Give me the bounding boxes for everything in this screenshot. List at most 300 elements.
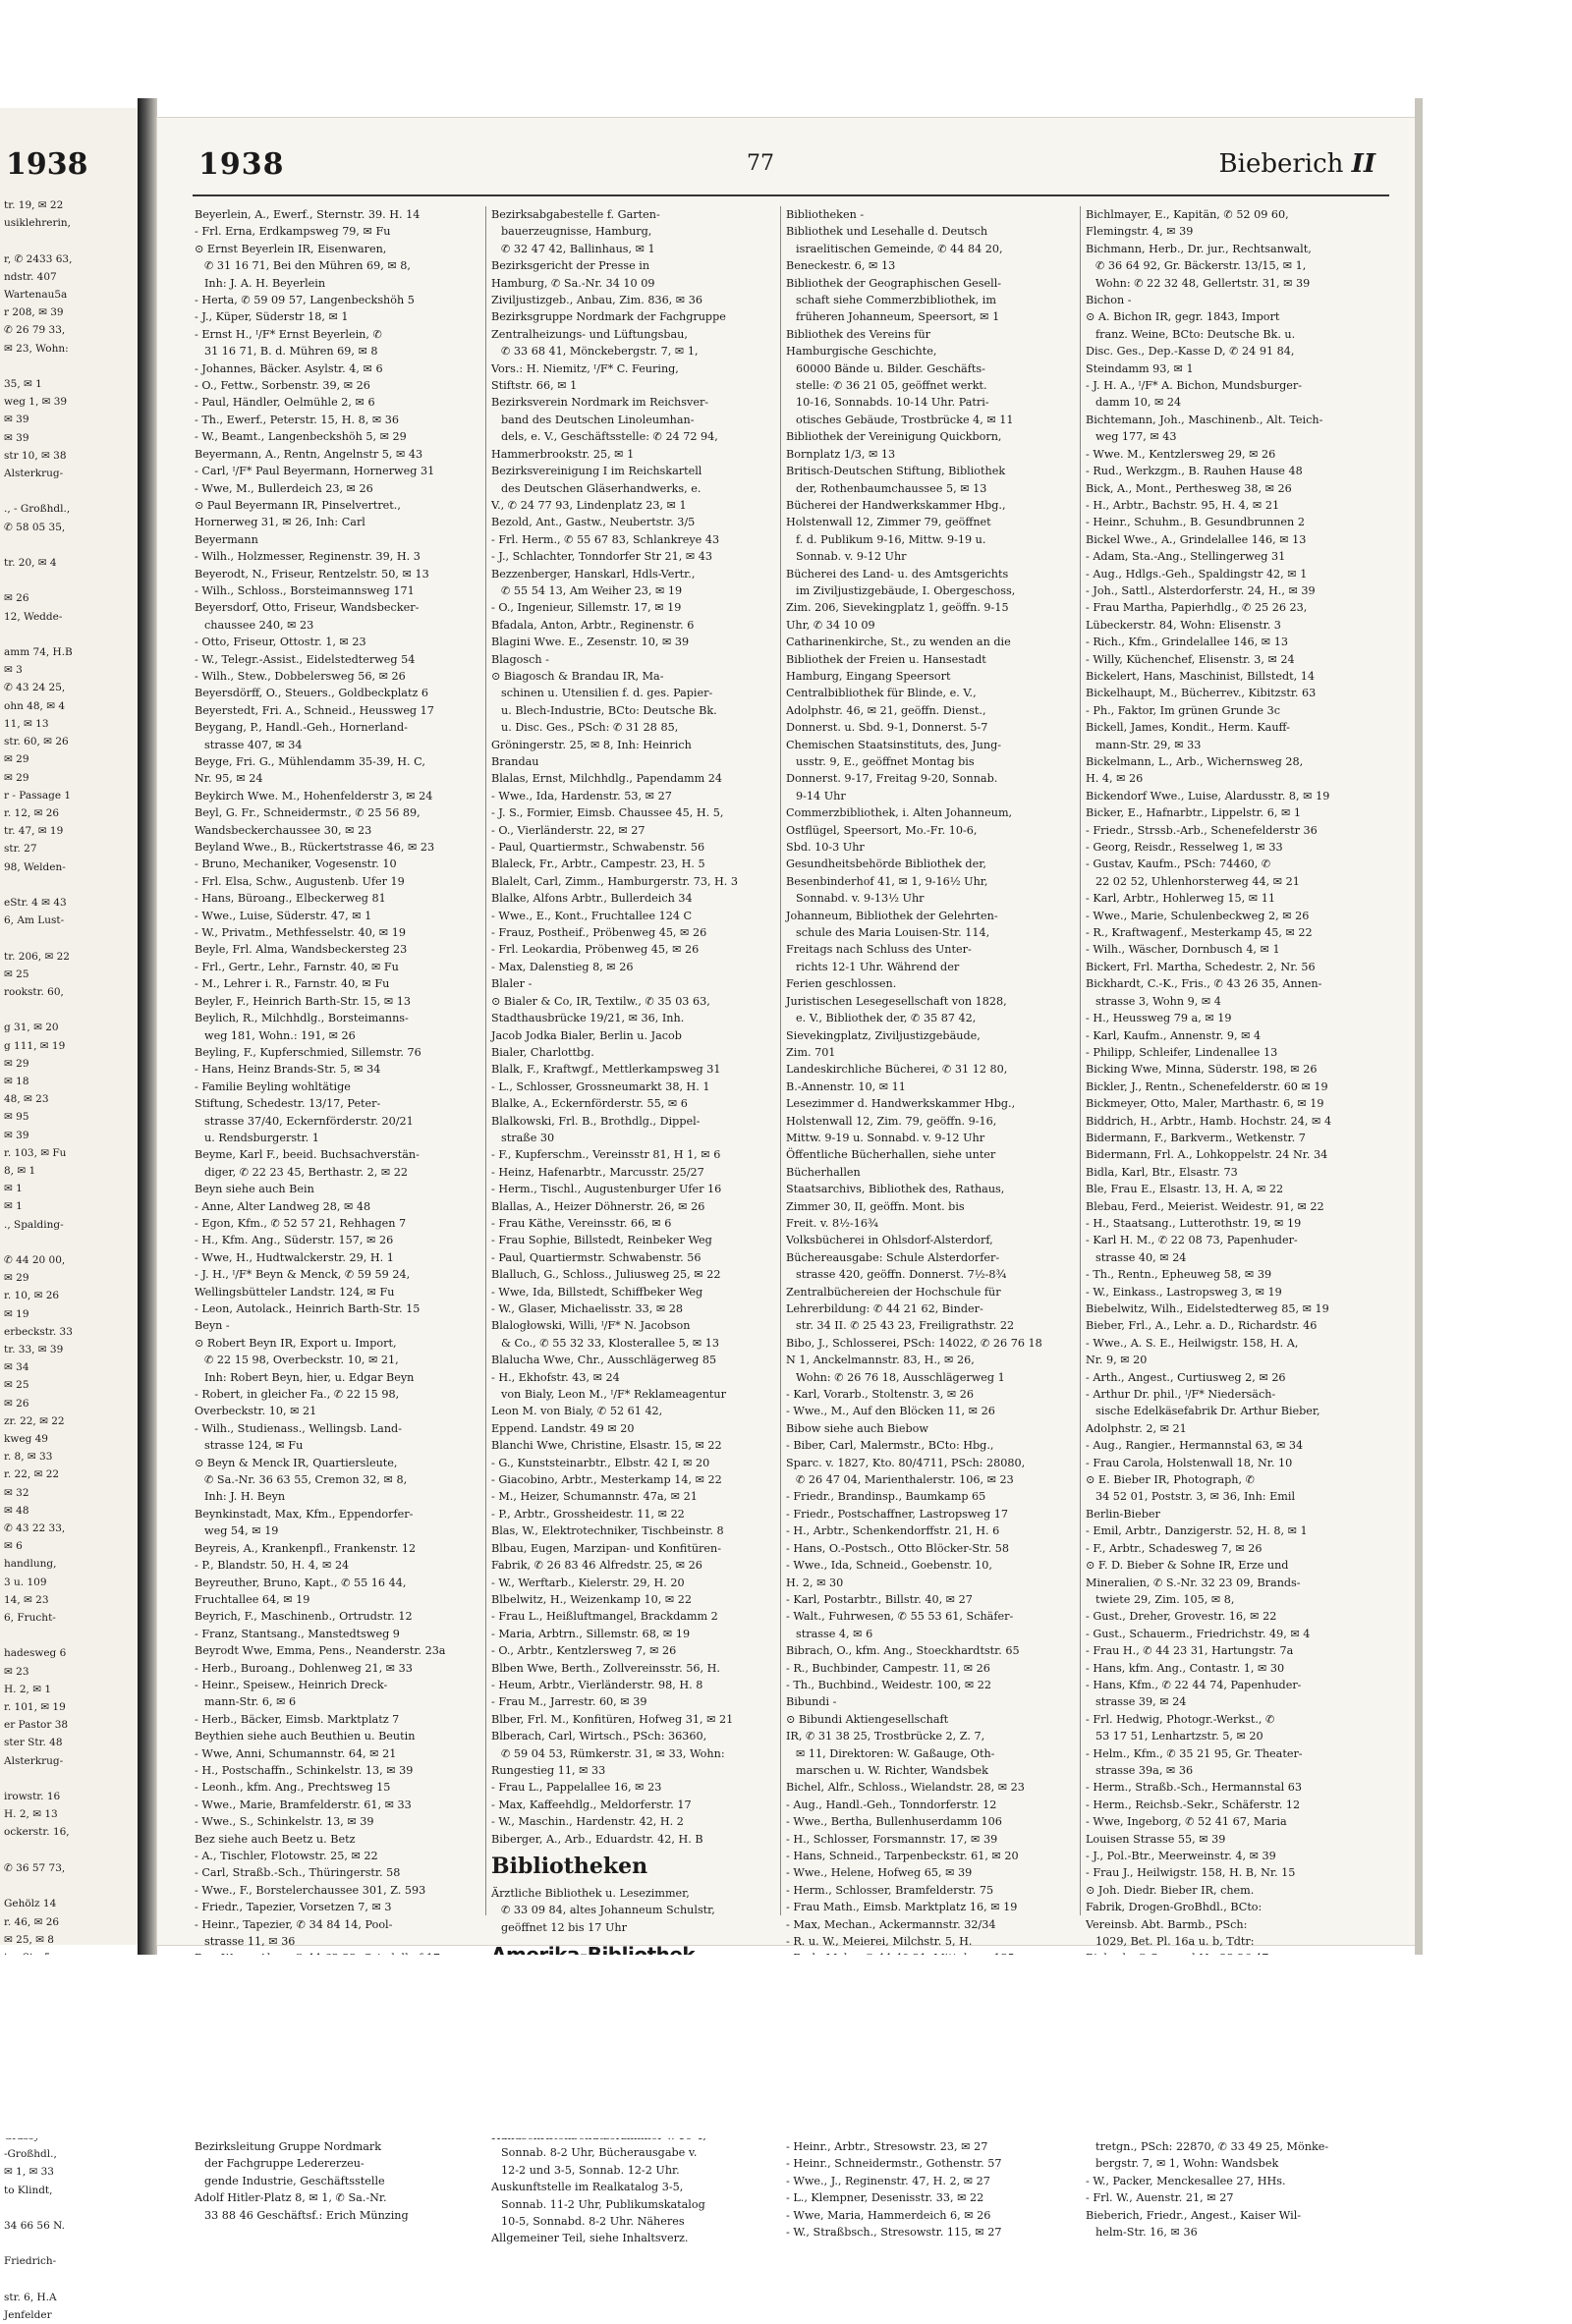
directory-line: - Karl, Vorarb., Stoltenstr. 3, ✉ 26 (786, 1388, 975, 1402)
directory-line: Blberach, Carl, Wirtsch., PSch: 36360, (491, 1730, 707, 1743)
directory-line: - Friedr., Postschaffner, Lastropsweg 17 (786, 1507, 1008, 1521)
directory-line: - Paul, Händler, Oelmühle 2, ✉ 6 (195, 396, 375, 410)
directory-line: - Emil, Arbtr., Danzigerstr. 52, H. 8, ✉ 1 (1086, 1524, 1308, 1538)
previous-page-line: weg 1, ✉ 39 (4, 396, 68, 409)
directory-line: - L., Schlosser, Grossneumarkt 38, H. 1 (491, 1079, 710, 1093)
directory-line: Zim. 206, Sievekingplatz 1, geöffn. 9-15 (786, 601, 1009, 615)
previous-page-line: ✉ 23, Wohn: (4, 342, 69, 355)
directory-line: Blaleck, Fr., Arbtr., Campestr. 23, H. 5 (491, 858, 705, 871)
previous-page-line: r. 22, ✉ 22 (4, 1468, 60, 1481)
directory-line: Ostflügel, Speersort, Mo.-Fr. 10-6, (786, 823, 978, 837)
directory-line: Bezirksleitung Gruppe Nordmark (195, 2139, 382, 2153)
previous-page-line: ohn 48, ✉ 4 (4, 699, 66, 712)
previous-page-line: r. 46, ✉ 26 (4, 1915, 60, 1928)
directory-line: - Frau H., ✆ 44 23 31, Hartungstr. 7a (1086, 1644, 1294, 1658)
directory-line: richts 12-1 Uhr. Während der (796, 960, 960, 973)
directory-line: 60000 Bände u. Bilder. Geschäfts- (796, 361, 985, 375)
directory-line: tretgn., PSch: 22870, ✆ 33 49 25, Mönke- (1095, 2139, 1329, 2153)
directory-line: Louisen Strasse 55, ✉ 39 (1086, 1832, 1226, 1846)
directory-line: - Wwe., M., Auf den Blöcken 11, ✉ 26 (786, 1405, 995, 1418)
directory-line: - R. u. W., Meierei, Milchstr. 5, H. (786, 1935, 973, 1949)
directory-line: Biebelwitz, Wilh., Eidelstedterweg 85, ✉ 19 (1086, 1302, 1329, 1315)
previous-page-line (4, 2199, 73, 2217)
directory-line: Beyreis, A., Krankenpfl., Frankenstr. 12 (195, 1541, 417, 1555)
directory-line: bauerzeugnisse, Hamburg, (501, 225, 652, 239)
directory-line: - W., Maschin., Hardenstr. 42, H. 2 (491, 1815, 684, 1829)
directory-line: ✆ 33 68 41, Mönckebergstr. 7, ✉ 1, (501, 345, 699, 359)
directory-line: Holstenwall 12, Zimmer 79, geöffnet (786, 516, 991, 529)
directory-line: u. Rendsburgerstr. 1 (204, 1131, 319, 1144)
directory-line: Stiftstr. 66, ✉ 1 (491, 379, 578, 393)
previous-page-line: ✉ 19 (4, 1307, 29, 1320)
directory-line: - Anne, Alter Landweg 28, ✉ 48 (195, 1199, 371, 1213)
directory-line: - Wwe., Luise, Süderstr. 47, ✉ 1 (195, 909, 372, 922)
directory-line: Blbau, Eugen, Marzipan- und Konfitüren- (491, 1541, 721, 1555)
previous-page-line: 11, ✉ 13 (4, 717, 49, 730)
directory-line: Beyge, Fri. G., Mühlendamm 35-39, H. C, (195, 755, 425, 768)
directory-line: strasse 124, ✉ Fu (204, 1439, 304, 1453)
directory-line: marschen u. W. Richter, Wandsbek (796, 1763, 988, 1777)
directory-line: - Frau Carola, Holstenwall 18, Nr. 10 (1086, 1456, 1293, 1469)
directory-line: Blebau, Ferd., Meierist. Weidestr. 91, ✉ 22 (1086, 1199, 1324, 1213)
directory-line: ⊙ E. Bieber IR, Photograph, ✆ (1086, 1473, 1256, 1487)
directory-line: strasse 39, ✉ 24 (1095, 1695, 1187, 1709)
column-3 (786, 206, 1071, 2239)
directory-line: - W., Straßbsch., Stresowstr. 115, ✉ 27 (786, 2225, 1002, 2239)
directory-line: Bücherhallen (786, 1165, 861, 1179)
previous-page-line: ✉ 18 (4, 1075, 29, 1087)
directory-line: chaussee 240, ✉ 23 (204, 618, 314, 632)
directory-line: Donnerst. u. Sbd. 9-1, Donnerst. 5-7 (786, 721, 988, 735)
directory-line: israelitischen Gemeinde, ✆ 44 84 20, (796, 242, 1003, 255)
directory-line: Blalas, Ernst, Milchhdlg., Papendamm 24 (491, 772, 723, 786)
directory-line: ⊙ Ernst Beyerlein IR, Eisenwaren, (195, 242, 387, 255)
column-separator (780, 206, 781, 1915)
directory-line: Blanchi Wwe, Christine, Elsastr. 15, ✉ 22 (491, 1439, 722, 1453)
directory-line: Blber, Frl. M., Konfitüren, Hofweg 31, ✉ 21 (491, 1712, 734, 1726)
previous-page-line: ✉ 25 (4, 1379, 29, 1392)
directory-line: - Ernst H., ᴵ/F* Ernst Beyerlein, ✆ (195, 327, 382, 341)
directory-line: - Aug., Rangier., Hermannstal 63, ✉ 34 (1086, 1439, 1304, 1453)
directory-line: Sbd. 10-3 Uhr (786, 841, 865, 855)
directory-line: - Frl. Elsa, Schw., Augustenb. Ufer 19 (195, 874, 405, 888)
directory-line: Bibliothek und Lesehalle d. Deutsch (786, 225, 988, 239)
directory-line: von Bialy, Leon M., ᴵ/F* Reklameagentur (501, 1388, 726, 1402)
directory-line: 34 52 01, Poststr. 3, ✉ 36, Inh: Emil (1095, 1490, 1296, 1504)
previous-page-line (4, 358, 73, 375)
directory-line: - Friedr., Brandinsp., Baumkamp 65 (786, 1490, 986, 1504)
directory-line: - Maria, Arbtrn., Sillemstr. 68, ✉ 19 (491, 1627, 691, 1640)
directory-line: Beyn siehe auch Bein (195, 1183, 314, 1196)
previous-page-line: 8, ✉ 1 (4, 1164, 36, 1177)
directory-line: - M., Lehrer i. R., Farnstr. 40, ✉ Fu (195, 977, 390, 991)
directory-line: - Egon, Kfm., ✆ 52 57 21, Rehhagen 7 (195, 1216, 407, 1230)
directory-line: Beyerstedt, Fri. A., Schneid., Heussweg 17 (195, 703, 434, 717)
previous-page-line: ✆ 43 22 33, (4, 1522, 66, 1535)
directory-line: - Frl. Hedwig, Photogr.-Werkst., ✆ (1086, 1712, 1275, 1726)
directory-line: - Heinr., Schuhm., B. Gesundbrunnen 2 (1086, 516, 1305, 529)
directory-line: Lesezimmer d. Handwerkskammer Hbg., (786, 1097, 1016, 1111)
directory-line: Bickelmann, L., Arb., Wichernsweg 28, (1086, 755, 1304, 768)
directory-line: im Ziviljustizgebäude, I. Obergeschoss, (796, 583, 1016, 597)
directory-line: - Wwe. M., Kentzlersweg 29, ✉ 26 (1086, 447, 1276, 461)
previous-page-line: ✆ 43 24 25, (4, 682, 66, 694)
directory-line: Büchereausgabe: Schule Alsterdorfer- (786, 1250, 1000, 1264)
directory-line: Bibliothek des Vereins für (786, 327, 931, 341)
directory-line: - Wilh., Schloss., Borsteimannsweg 171 (195, 583, 415, 597)
directory-line: - W., Privatm., Methfesselstr. 40, ✉ 19 (195, 926, 406, 940)
previous-page-line (4, 232, 73, 249)
directory-line: Stadthausbrücke 19/21, ✉ 36, Inh. (491, 1012, 685, 1025)
directory-line: - Philipp, Schleifer, Lindenallee 13 (1086, 1045, 1278, 1059)
directory-line: Bornplatz 1/3, ✉ 13 (786, 447, 896, 461)
directory-line: ✆ 22 15 98, Overbeckstr. 10, ✉ 21, (204, 1354, 399, 1367)
directory-line: Ferien geschlossen. (786, 977, 897, 991)
directory-line: - J. S., Formier, Eimsb. Chaussee 45, H. 5, (491, 806, 724, 820)
directory-line: Beyersdörff, O., Steuers., Goldbeckplatz 6 (195, 687, 429, 700)
directory-line: - Hans, Heinz Brands-Str. 5, ✉ 34 (195, 1063, 381, 1077)
directory-line: ⊙ Biagosch & Brandau IR, Ma- (491, 669, 664, 683)
previous-page-line (4, 2235, 73, 2252)
previous-page-fragment (0, 108, 143, 2321)
directory-line: - Wwe., Helene, Hofweg 65, ✉ 39 (786, 1866, 973, 1880)
directory-line: ✆ Sa.-Nr. 36 63 55, Cremon 32, ✉ 8, (204, 1473, 408, 1487)
previous-page-line: handlung, (4, 1558, 57, 1571)
directory-line: - Robert, in gleicher Fa., ✆ 22 15 98, (195, 1388, 400, 1402)
directory-line: - H., Ekhofstr. 43, ✉ 24 (491, 1370, 620, 1384)
directory-line: - Frau Martha, Papierhdlg., ✆ 25 26 23, (1086, 601, 1308, 615)
directory-line: 10-16, Sonnabds. 10-14 Uhr. Patri- (796, 396, 989, 410)
directory-line: Fruchtallee 64, ✉ 19 (195, 1592, 310, 1606)
directory-line: - Frl. W., Auenstr. 21, ✉ 27 (1086, 2191, 1234, 2205)
previous-page-line (4, 1234, 73, 1251)
previous-page-line: ✉ 32 (4, 1486, 29, 1499)
directory-line: straße 30 (501, 1131, 555, 1144)
directory-line: - J. H. A., ᴵ/F* A. Bichon, Mundsburger- (1086, 379, 1303, 393)
directory-line: Mineralien, ✆ S.-Nr. 32 23 09, Brands- (1086, 1576, 1301, 1589)
directory-line: - A., Tischler, Flotowstr. 25, ✉ 22 (195, 1850, 378, 1862)
previous-page-line: ockerstr. 16, (4, 1826, 70, 1839)
directory-line: des Deutschen Gläserhandwerks, e. (501, 481, 702, 495)
directory-line: & Co., ✆ 55 32 33, Klosterallee 5, ✉ 13 (501, 1336, 720, 1350)
directory-line: schule des Maria Louisen-Str. 114, (796, 926, 990, 940)
scan-border-bottom (0, 1955, 1572, 2138)
directory-line: Blallas, A., Heizer Döhnerstr. 26, ✉ 26 (491, 1199, 705, 1213)
directory-line: Zimmer 30, II, geöffn. Mont. bis (786, 1199, 965, 1213)
directory-line: helm-Str. 16, ✉ 36 (1095, 2225, 1198, 2239)
previous-page-line: ndstr. 407 (4, 270, 57, 283)
previous-page-line: ✉ 29 (4, 753, 29, 766)
directory-line: schinen u. Utensilien f. d. ges. Papier- (501, 687, 713, 700)
directory-line: Bichlmayer, E., Kapitän, ✆ 52 09 60, (1086, 208, 1289, 221)
directory-line: Beyersdorf, Otto, Friseur, Wandsbecker- (195, 601, 420, 615)
directory-line: Beyle, Frl. Alma, Wandsbeckersteg 23 (195, 943, 408, 957)
directory-line: - Wwe, Maria, Hammerdeich 6, ✉ 26 (786, 2208, 991, 2222)
directory-line: Sparc. v. 1827, Kto. 80/4711, PSch: 28080, (786, 1456, 1026, 1469)
previous-page-line: 6, Am Lust- (4, 914, 65, 927)
directory-line: Beyn - (195, 1319, 230, 1333)
directory-line: Sonnab. v. 9-12 Uhr (796, 550, 907, 564)
directory-line: Hamburg, Eingang Speersort (786, 669, 951, 683)
directory-line: ⊙ Robert Beyn IR, Export u. Import, (195, 1336, 397, 1350)
directory-line: Besenbinderhof 41, ✉ 1, 9-16½ Uhr, (786, 874, 988, 888)
directory-line: Blalkowski, Frl. B., Brothdlg., Dippel- (491, 1114, 701, 1128)
previous-page-line: ✉ 25, ✉ 8 (4, 1933, 54, 1946)
directory-line: Bezirksvereinigung I im Reichskartell (491, 465, 702, 478)
directory-line: Bickel Wwe., A., Grindelallee 146, ✉ 13 (1086, 532, 1307, 546)
previous-page-line: Friedrich- (4, 2255, 57, 2268)
directory-line: - Herm., Reichsb.-Sekr., Schäferstr. 12 (1086, 1798, 1301, 1811)
directory-line: strasse 40, ✉ 24 (1095, 1250, 1187, 1264)
previous-page-line: r. 10, ✉ 26 (4, 1290, 60, 1302)
directory-line: Bidla, Karl, Btr., Elsastr. 73 (1086, 1165, 1238, 1179)
directory-line: Bibliothek der Freien u. Hansestadt (786, 652, 986, 666)
directory-line: Lehrerbildung: ✆ 44 21 62, Binder- (786, 1302, 983, 1315)
directory-line: - Friedr., Strssb.-Arb., Schenefelderstr 36 (1086, 823, 1318, 837)
previous-page-line: ✉ 39 (4, 414, 29, 426)
directory-line: Bfadala, Anton, Arbtr., Reginenstr. 6 (491, 618, 695, 632)
directory-line: 22 02 52, Uhlenhorsterweg 44, ✉ 21 (1095, 874, 1300, 888)
directory-line: Commerzbibliothek, i. Alten Johanneum, (786, 806, 1013, 820)
directory-line: Bieber, Frl., A., Lehr. a. D., Richardstr. 46 (1086, 1319, 1318, 1333)
page-header (157, 147, 1415, 187)
directory-line: - L., Klempner, Desenisstr. 33, ✉ 22 (786, 2191, 984, 2205)
previous-page-line: ster Str. 48 (4, 1737, 63, 1749)
directory-line: H. 4, ✉ 26 (1086, 772, 1144, 786)
previous-page-line: ✆ 58 05 35, (4, 521, 66, 533)
directory-line: Bidermann, F., Barkverm., Wetkenstr. 7 (1086, 1131, 1306, 1144)
directory-line: - Heinr., Arbtr., Stresowstr. 23, ✉ 27 (786, 2139, 988, 2153)
directory-line: - Th., Buchbind., Weidestr. 100, ✉ 22 (786, 1678, 992, 1691)
directory-line: schaft siehe Commerzbibliothek, im (796, 294, 996, 307)
directory-line: ✆ 36 64 92, Gr. Bäckerstr. 13/15, ✉ 1, (1095, 259, 1307, 273)
directory-line: Wohn: ✆ 26 76 18, Ausschlägerweg 1 (796, 1370, 1005, 1384)
previous-page-line (4, 2271, 73, 2289)
directory-line: Sonnabd. v. 9-13½ Uhr (796, 892, 925, 906)
directory-line: H. 2, ✉ 30 (786, 1576, 844, 1589)
directory-line: N 1, Anckelmannstr. 83, H., ✉ 26, (786, 1354, 975, 1367)
directory-line: Bicking Wwe, Minna, Süderstr. 198, ✉ 26 (1086, 1063, 1318, 1077)
header-place-suffix: II (1351, 149, 1376, 179)
previous-page-line: ✉ 26 (4, 592, 29, 605)
directory-line: - Wwe., Marie, Bramfelderstr. 61, ✉ 33 (195, 1798, 412, 1811)
previous-page-line: usiklehrerin, (4, 217, 71, 230)
directory-line: Freitags nach Schluss des Unter- (786, 943, 972, 957)
directory-line: Blagosch - (491, 652, 549, 666)
directory-line: Freit. v. 8½-16¾ (786, 1216, 878, 1230)
directory-line: - Franz, Stantsang., Manstedtsweg 9 (195, 1627, 400, 1640)
directory-line: band des Deutschen Linoleumhan- (501, 413, 695, 426)
directory-line: Blalogłowski, Willi, ᴵ/F* N. Jacobson (491, 1319, 691, 1333)
directory-line: weg 54, ✉ 19 (204, 1524, 279, 1538)
directory-line: 31 16 71, B. d. Mühren 69, ✉ 8 (204, 345, 378, 359)
directory-line: Bieberich, Friedr., Angest., Kaiser Wil- (1086, 2208, 1302, 2222)
directory-line: - W., Glaser, Michaelisstr. 33, ✉ 28 (491, 1302, 683, 1315)
directory-line: Blalke, A., Eckernförderstr. 55, ✉ 6 (491, 1097, 688, 1111)
directory-line: Bibrach, O., kfm. Ang., Stoeckhardtstr. 65 (786, 1644, 1020, 1658)
directory-line: - Wilh., Wäscher, Dornbusch 4, ✉ 1 (1086, 943, 1280, 957)
directory-line: - Wilh., Studienass., Wellingsb. Land- (195, 1421, 402, 1435)
directory-line: Brandau (491, 755, 539, 768)
directory-line: Bez siehe auch Beetz u. Betz (195, 1832, 356, 1846)
directory-line: - Bruno, Mechaniker, Vogesenstr. 10 (195, 858, 397, 871)
directory-line: Beyrich, F., Maschinenb., Ortrudstr. 12 (195, 1610, 413, 1624)
directory-line: - J., Pol.-Btr., Meerweinstr. 4, ✉ 39 (1086, 1850, 1276, 1862)
directory-line: weg 177, ✉ 43 (1095, 430, 1177, 444)
previous-page-line: r. 8, ✉ 33 (4, 1451, 53, 1464)
directory-line: Blalucha Wwe, Chr., Ausschlägerweg 85 (491, 1354, 717, 1367)
directory-line: 9-14 Uhr (796, 789, 846, 802)
directory-line: Öffentliche Bücherhallen, siehe unter (786, 1148, 996, 1162)
directory-line: Blas, W., Elektrotechniker, Tischbeinstr. 8 (491, 1524, 724, 1538)
directory-line: Adolphstr. 2, ✉ 21 (1086, 1421, 1187, 1435)
previous-page-line: ✉ 39 (4, 1129, 29, 1141)
directory-line: Bibliotheken - (786, 208, 865, 221)
directory-line: - W., Packer, Menckesallee 27, HHs. (1086, 2174, 1286, 2187)
directory-line: gende Industrie, Geschäftsstelle (204, 2174, 385, 2187)
previous-page-line: tr. 19, ✉ 22 (4, 199, 64, 211)
directory-line: Beyrodt Wwe, Emma, Pens., Neanderstr. 23a (195, 1644, 446, 1658)
directory-line: Bezirksgruppe Nordmark der Fachgruppe (491, 310, 726, 324)
directory-line: Bick, A., Mont., Perthesweg 38, ✉ 26 (1086, 481, 1292, 495)
directory-line: - J. H., ᴵ/F* Beyn & Menck, ✆ 59 59 24, (195, 1268, 411, 1282)
previous-page-line: ✉ 25 (4, 968, 29, 980)
directory-line: - Heum, Arbtr., Vierländerstr. 98, H. 8 (491, 1678, 703, 1691)
previous-page-line: erbeckstr. 33 (4, 1325, 73, 1338)
directory-line: Adolf Hitler-Platz 8, ✉ 1, ✆ Sa.-Nr. (195, 2191, 387, 2205)
directory-line: - R., Kraftwagenf., Mesterkamp 45, ✉ 22 (1086, 926, 1313, 940)
directory-line: Donnerst. 9-17, Freitag 9-20, Sonnab. (786, 772, 998, 786)
directory-line: - Gust., Dreher, Grovestr. 16, ✉ 22 (1086, 1610, 1277, 1624)
directory-line: mann-Str. 29, ✉ 33 (1095, 738, 1202, 751)
directory-line: Chemischen Staatsinstituts, des, Jung- (786, 738, 1002, 751)
directory-line: Mittw. 9-19 u. Sonnabd. v. 9-12 Uhr (786, 1131, 985, 1144)
previous-page-line: r. 103, ✉ Fu (4, 1146, 67, 1159)
directory-line: stelle: ✆ 36 21 05, geöffnet werkt. (796, 379, 987, 393)
directory-line: - H., Kfm. Ang., Süderstr. 157, ✉ 26 (195, 1234, 394, 1247)
directory-page (157, 118, 1415, 2245)
directory-line: - F., Kupferschm., Vereinsstr 81, H 1, ✉ 6 (491, 1148, 721, 1162)
directory-line: - Ph., Faktor, Im grünen Grunde 3c (1086, 703, 1280, 717)
directory-line: - Arthur Dr. phil., ᴵ/F* Niedersäch- (1086, 1388, 1276, 1402)
previous-page-line: g 111, ✉ 19 (4, 1039, 66, 1052)
directory-line: - O., Fettw., Sorbenstr. 39, ✉ 26 (195, 379, 370, 393)
directory-line: Bickhardt, C.-K., Fris., ✆ 43 26 35, Annen- (1086, 977, 1322, 991)
previous-page-line: ✆ 26 79 33, (4, 324, 66, 337)
previous-page-line: r. 12, ✉ 26 (4, 806, 60, 819)
directory-line: - Frau Sophie, Billstedt, Reinbeker Weg (491, 1234, 712, 1247)
directory-line: Bezirksabgabestelle f. Garten- (491, 208, 660, 221)
directory-line: Blbelwitz, H., Weizenkamp 10, ✉ 22 (491, 1592, 693, 1606)
directory-line: Bezold, Ant., Gastw., Neubertstr. 3/5 (491, 516, 696, 529)
directory-line: damm 10, ✉ 24 (1095, 396, 1182, 410)
directory-line: Vereinsb. Abt. Barmb., PSch: (1086, 1917, 1248, 1931)
directory-line: otisches Gebäude, Trostbrücke 4, ✉ 11 (796, 413, 1014, 426)
directory-line: - Frl. Leokardia, Pröbenweg 45, ✉ 26 (491, 943, 700, 957)
directory-line: 10-5, Sonnabd. 8-2 Uhr. Näheres (501, 2214, 685, 2228)
previous-page-line: ✉ 1 (4, 1183, 23, 1195)
directory-line: - Familie Beyling wohltätige (195, 1079, 351, 1093)
directory-line: ✆ 32 47 42, Ballinhaus, ✉ 1 (501, 242, 655, 255)
directory-line: Bickmeyer, Otto, Maler, Marthastr. 6, ✉ 19 (1086, 1097, 1324, 1111)
previous-page-line: Gehölz 14 (4, 1898, 57, 1910)
previous-page-line: H. 2, ✉ 13 (4, 1808, 58, 1821)
previous-page-line: ., Spalding- (4, 1218, 64, 1231)
directory-line: Beyerodt, N., Friseur, Rentzelstr. 50, ✉ 13 (195, 567, 429, 581)
directory-line: u. Disc. Ges., PSch: ✆ 31 28 85, (501, 721, 679, 735)
directory-line: Allgemeiner Teil, siehe Inhaltsverz. (491, 2232, 689, 2245)
previous-page-line: Jenfelder (4, 2308, 52, 2321)
directory-line: Lübeckerstr. 84, Wohn: Elisenstr. 3 (1086, 618, 1281, 632)
directory-line: Bichel, Alfr., Schloss., Wielandstr. 28, ✉ 23 (786, 1781, 1025, 1795)
previous-page-line (4, 876, 73, 894)
previous-page-line (4, 1001, 73, 1019)
directory-line: Bichon - (1086, 294, 1132, 307)
directory-line: Bibo, J., Schlosserei, PSch: 14022, ✆ 26 76 18 (786, 1336, 1042, 1350)
directory-line: Hamburgische Geschichte, (786, 345, 937, 359)
previous-page-line: tr. 206, ✉ 22 (4, 950, 70, 963)
directory-line: Blben Wwe, Berth., Zollvereinsstr. 56, H. (491, 1661, 720, 1675)
directory-line: - Paul, Quartiermstr., Schwabenstr. 56 (491, 841, 705, 855)
header-year: 1938 (198, 147, 285, 182)
directory-line: Wandsbeckerchaussee 30, ✉ 23 (195, 823, 372, 837)
previous-page-line: ., - Großhdl., (4, 503, 71, 516)
directory-line: Zim. 701 (786, 1045, 836, 1059)
directory-line: Bücherei der Handwerkskammer Hbg., (786, 498, 1006, 512)
previous-page-line: r. 101, ✉ 19 (4, 1701, 66, 1714)
directory-line: u. Blech-Industrie, BCto: Deutsche Bk. (501, 703, 717, 717)
previous-page-line: hadesweg 6 (4, 1647, 67, 1660)
previous-page-line (4, 929, 73, 947)
directory-line: ✆ 31 16 71, Bei den Mühren 69, ✉ 8, (204, 259, 411, 273)
directory-line: - Aug., Hdlgs.-Geh., Spaldingstr 42, ✉ 1 (1086, 567, 1308, 581)
directory-line: strasse 4, ✉ 6 (796, 1627, 873, 1640)
directory-line: - W., Einkass., Lastropsweg 3, ✉ 19 (1086, 1285, 1282, 1299)
previous-page-line: ✉ 39 (4, 431, 29, 444)
previous-page-line: -Großhdl., (4, 2148, 57, 2161)
directory-line: - Karl H. M., ✆ 22 08 73, Papenhuder- (1086, 1234, 1298, 1247)
previous-page-line: er Pastor 38 (4, 1719, 69, 1732)
directory-line: Ble, Frau E., Elsastr. 13, H. A, ✉ 22 (1086, 1183, 1284, 1196)
previous-page-line: 6, Frucht- (4, 1612, 56, 1625)
directory-line: Inh: J. A. H. Beyerlein (204, 276, 326, 290)
directory-line: twiete 29, Zim. 105, ✉ 8, (1095, 1592, 1235, 1606)
directory-line: Beyme, Karl F., beeid. Buchsachverstän- (195, 1148, 420, 1162)
directory-line: - J., Schlachter, Tonndorfer Str 21, ✉ 43 (491, 550, 713, 564)
section-heading: Bibliotheken (491, 1854, 648, 1879)
directory-line: mann-Str. 6, ✉ 6 (204, 1695, 297, 1709)
previous-page-line: g 31, ✉ 20 (4, 1022, 59, 1034)
directory-line: Bibliothek der Geographischen Gesell- (786, 276, 1002, 290)
previous-page-year: 1938 (6, 147, 88, 182)
previous-page-line: 34 66 56 N. (4, 2219, 65, 2232)
directory-line: strasse 3, Wohn 9, ✉ 4 (1095, 994, 1221, 1008)
previous-page-line: ✉ 1 (4, 1200, 23, 1213)
previous-page-line: 14, ✉ 23 (4, 1593, 49, 1606)
directory-line: - Paul, Quartiermstr. Schwabenstr. 56 (491, 1250, 702, 1264)
previous-page-line: ✉ 6 (4, 1540, 23, 1553)
directory-line: - Giacobino, Arbtr., Mesterkamp 14, ✉ 22 (491, 1473, 722, 1487)
directory-line: - Johannes, Bäcker. Asylstr. 4, ✉ 6 (195, 361, 383, 375)
directory-line: - Karl, Postarbtr., Billstr. 40, ✉ 27 (786, 1592, 973, 1606)
previous-page-line (4, 1627, 73, 1644)
directory-line: - Arth., Angest., Curtiusweg 2, ✉ 26 (1086, 1370, 1286, 1384)
directory-line: Wohn: ✆ 22 32 48, Gellertstr. 31, ✉ 39 (1095, 276, 1311, 290)
previous-page-line: kweg 49 (4, 1433, 48, 1446)
page-edge (1415, 98, 1423, 1964)
book-gutter (138, 98, 157, 1964)
directory-line: - Willy, Küchenchef, Elisenstr. 3, ✉ 24 (1086, 652, 1295, 666)
